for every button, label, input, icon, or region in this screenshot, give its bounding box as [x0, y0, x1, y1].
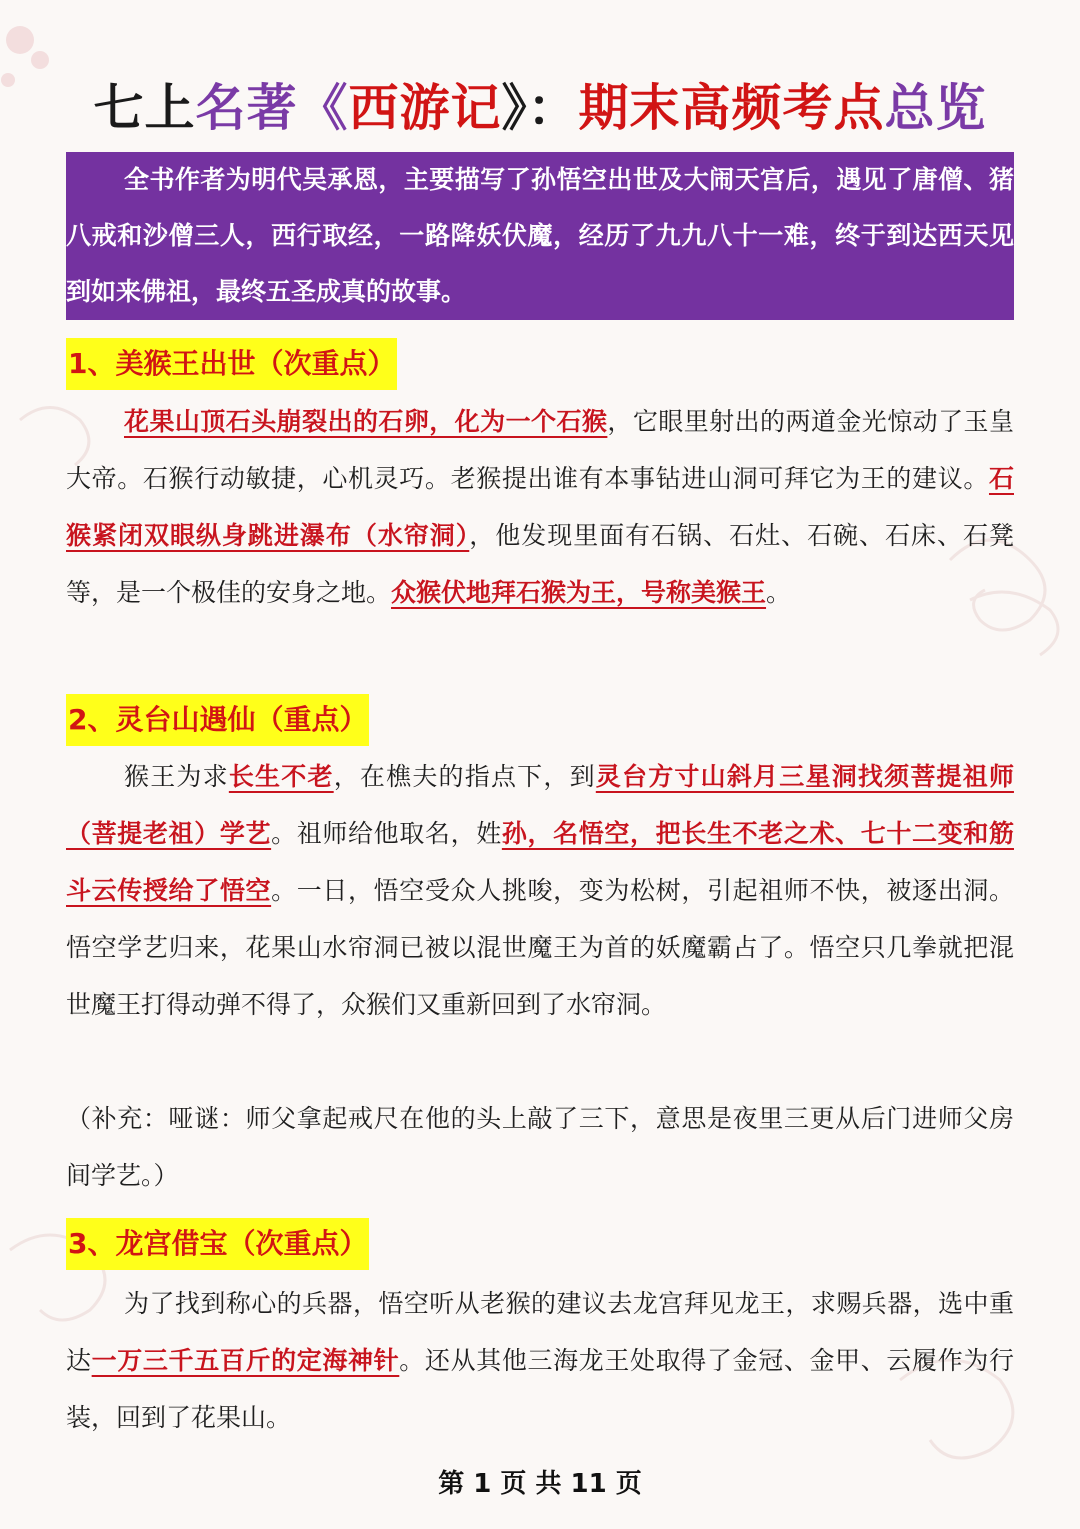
body-text: ，在樵夫的指点下，到 — [333, 762, 596, 791]
section-1-heading: 1、美猴王出世（次重点） — [66, 338, 397, 390]
intro-box — [66, 152, 1014, 320]
body-text: 猴王为求 — [124, 762, 229, 791]
key-point: 花果山顶石头崩裂出的石卵，化为一个石猴 — [124, 407, 608, 436]
section-1-paragraph — [66, 393, 1014, 621]
intro-text: 全书作者为明代吴承恩，主要描写了孙悟空出世及大闹天宫后，遇见了唐僧、猪八戒和沙僧三人，西行取经，一路降妖伏魔，经历了九九八十一难，终于到达西天见到如来佛祖，最终五圣成真的故事。 — [66, 165, 1014, 306]
title-part-overview: 总览 — [884, 79, 987, 137]
title-part-grade: 七上 — [93, 79, 196, 137]
key-point: 灵台方寸山斜月三星洞找须菩提祖师（菩提老祖）学艺 — [66, 762, 1014, 848]
title-part-bracket: 》： — [501, 79, 579, 137]
body-text: 。 — [766, 578, 792, 607]
title-part-book: 西游记 — [348, 79, 502, 137]
page-number: 第 1 页 共 11 页 — [438, 1469, 642, 1499]
section-3-heading: 3、龙宫借宝（次重点） — [66, 1218, 369, 1270]
body-text: ，他发现里面有石锅、石灶、石碗、石床、石凳等，是一个极佳的安身之地。 — [66, 521, 1014, 607]
supplement-text: （补充：哑谜：师父拿起戒尺在他的头上敲了三下，意思是夜里三更从后门进师父房间学艺。） — [66, 1104, 1014, 1190]
body-text: ，它眼里射出的两道金光惊动了玉皇大帝。石猴行动敏捷，心机灵巧。老猴提出谁有本事钻进山洞可拜它为王的建议。 — [66, 407, 1014, 493]
body-text: 。还从其他三海龙王处取得了金冠、金甲、云履作为行装，回到了花果山。 — [66, 1346, 1014, 1432]
title-part-topic: 期末高频考点 — [578, 79, 885, 137]
body-text: 。一日，悟空受众人挑唆，变为松树，引起祖师不快，被逐出洞。悟空学艺归来，花果山水帘洞已被以混世魔王为首的妖魔霸占了。悟空只几拳就把混世魔王打得动弹不得了，众猴们又重新回到了水帘洞。 — [66, 876, 1014, 1019]
key-point: 孙，名悟空，把长生不老之术、七十二变和筋斗云传授给了悟空 — [66, 819, 1014, 905]
key-point: 众猴伏地拜石猴为王，号称美猴王 — [391, 578, 767, 607]
key-point: 长生不老 — [228, 762, 334, 791]
section-2-heading: 2、灵台山遇仙（重点） — [66, 694, 369, 746]
section-3-paragraph — [66, 1275, 1014, 1446]
key-point: 石猴紧闭双眼纵身跳进瀑布（水帘洞） — [66, 464, 1014, 550]
key-point: 一万三千五百斤的定海神针 — [91, 1346, 400, 1375]
page-title — [0, 72, 1080, 144]
section-2-supplement — [66, 1090, 1014, 1204]
body-text: 。祖师给他取名，姓 — [271, 819, 502, 848]
title-part-classic: 名著《 — [195, 79, 349, 137]
body-text: 为了找到称心的兵器，悟空听从老猴的建议去龙宫拜见龙王，求赐兵器，选中重达 — [66, 1289, 1014, 1375]
section-2-paragraph — [66, 748, 1014, 1033]
